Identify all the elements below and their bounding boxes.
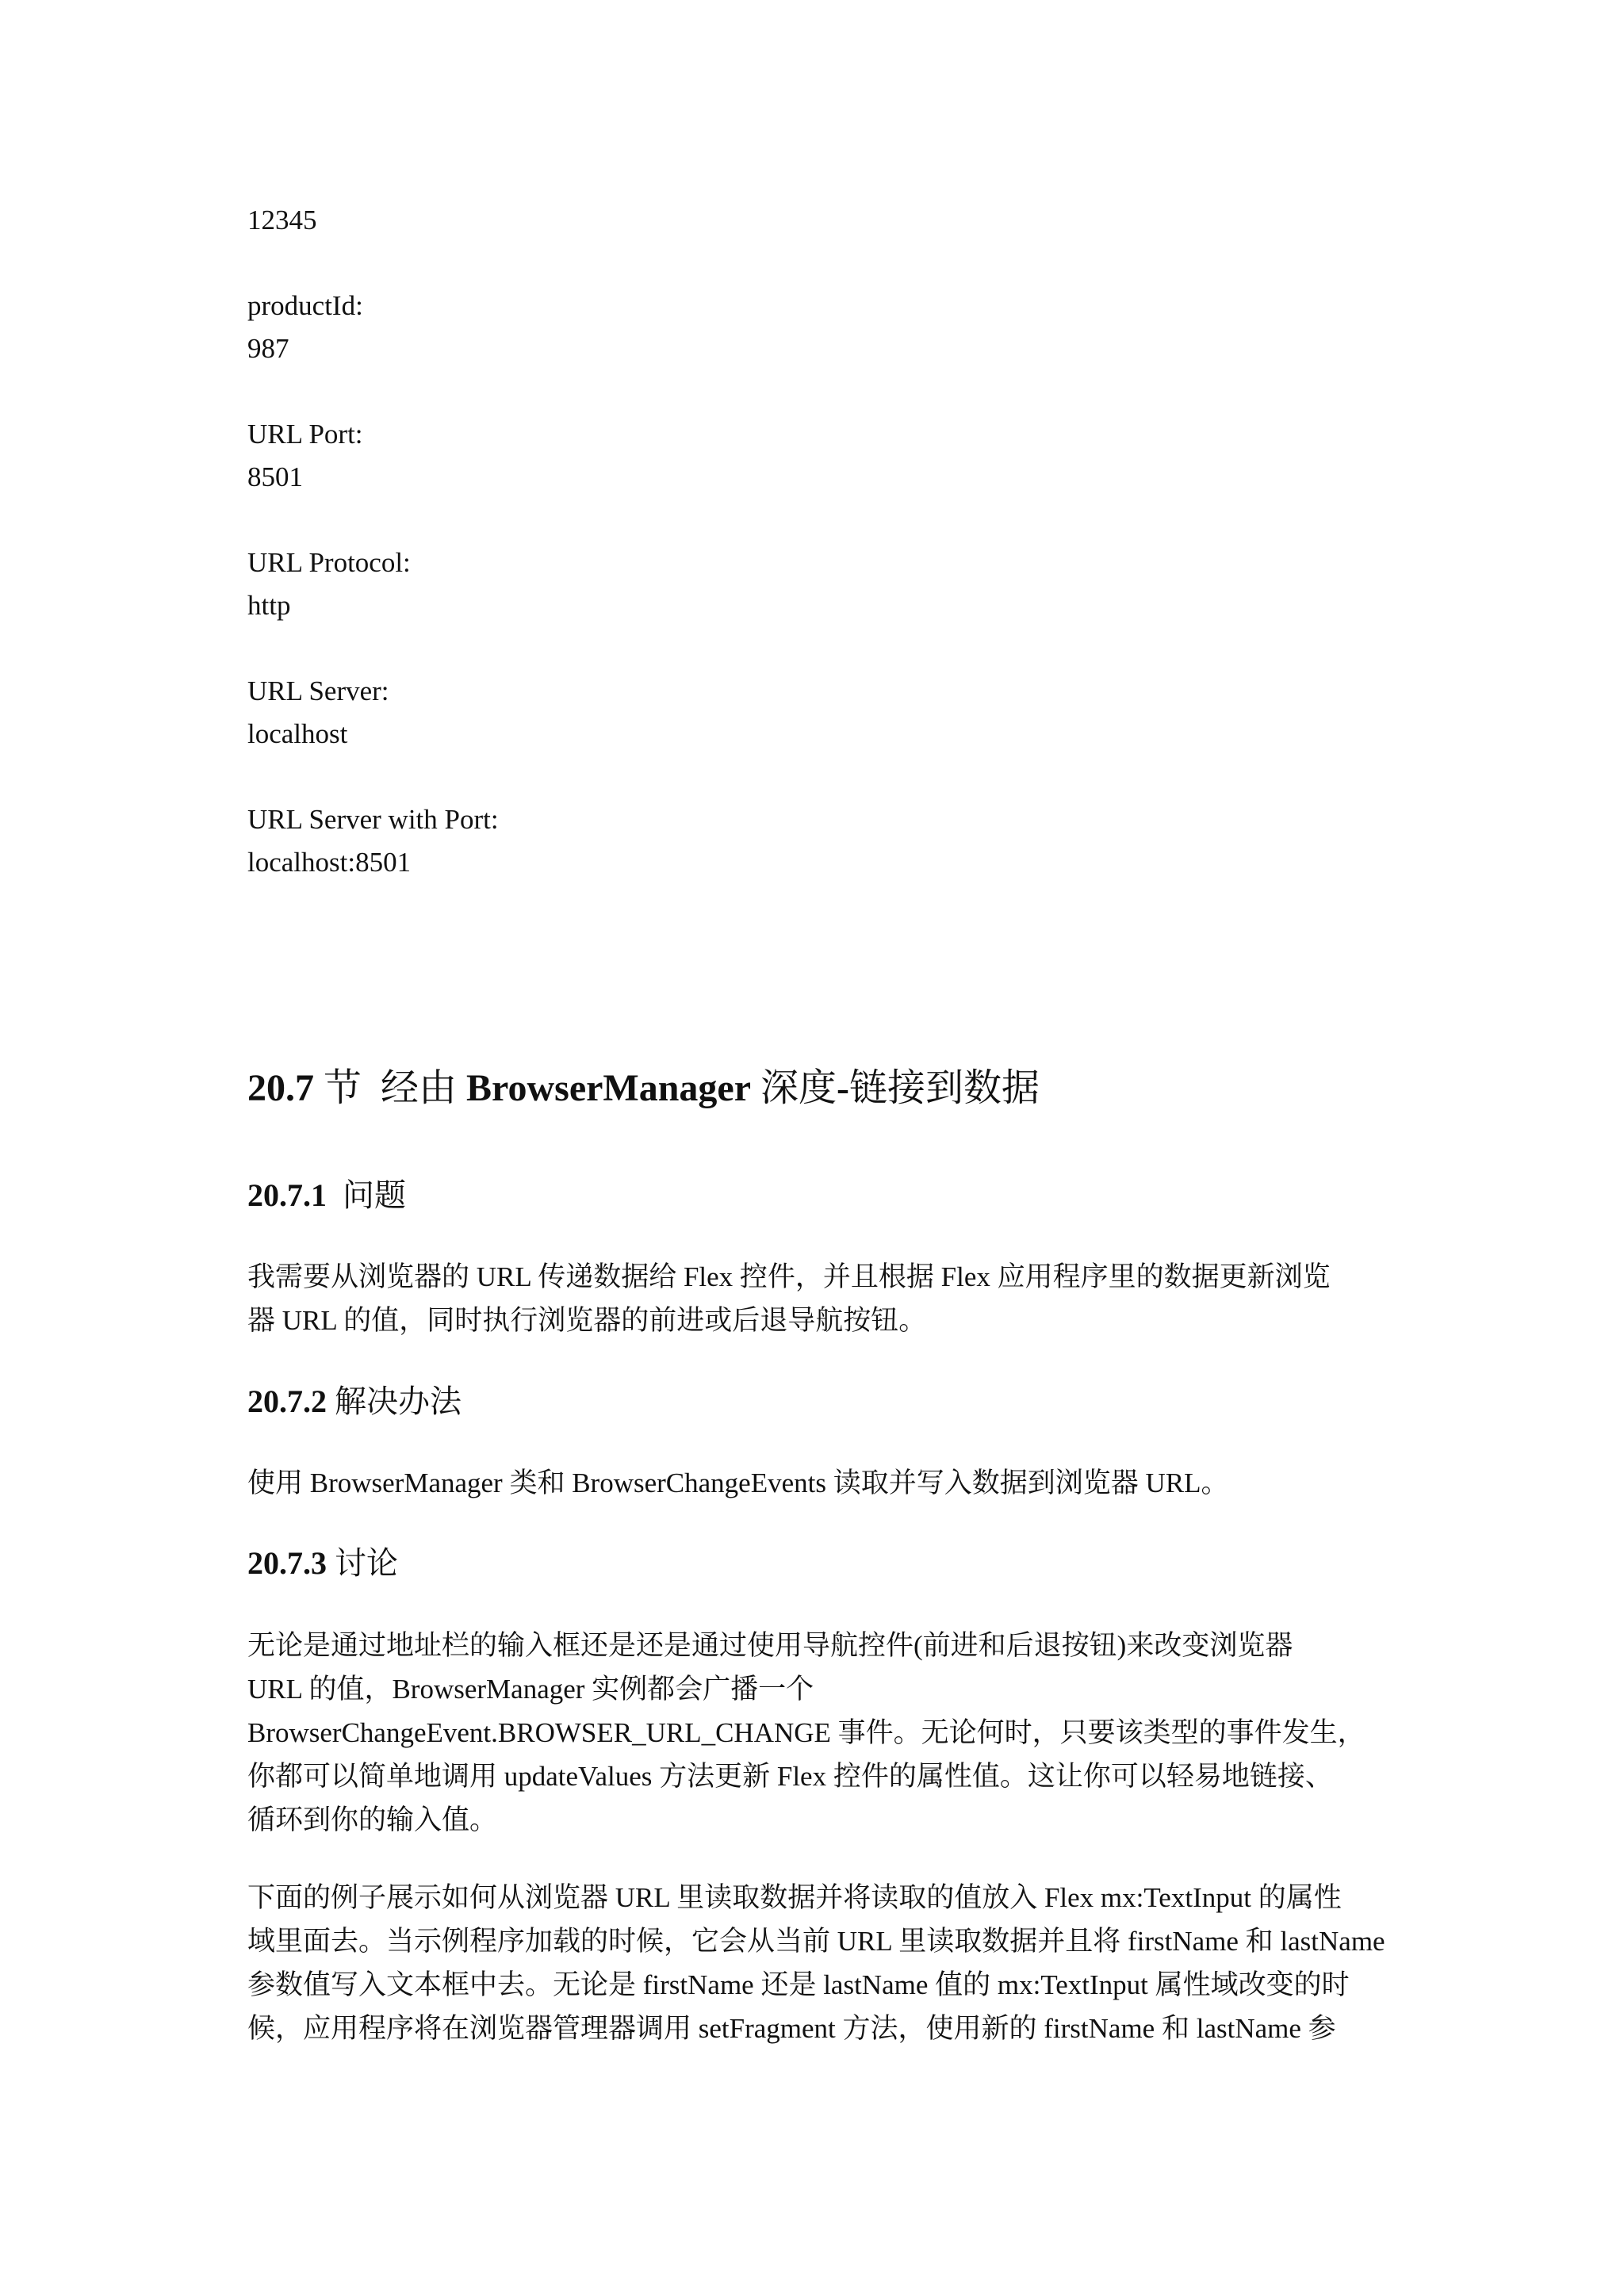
section-title-part-c: 深度 — [751, 1067, 837, 1109]
paragraph-line: 域里面去。当示例程序加载的时候，它会从当前 URL 里读取数据并且将 firstName 和 lastName — [247, 1926, 1385, 1957]
paragraph-discussion-1 — [247, 1624, 1389, 1842]
field-value-url-protocol: http — [247, 590, 291, 621]
subsection-title: 讨论 — [335, 1545, 398, 1581]
paragraph-line: 我需要从浏览器的 URL 传递数据给 Flex 控件，并且根据 Flex 应用程序里的数据更新浏览 — [247, 1261, 1331, 1292]
paragraph-line: 无论是通过地址栏的输入框还是还是通过使用导航控件(前进和后退按钮)来改变浏览器 — [247, 1630, 1293, 1661]
subsection-number: 20.7.3 — [247, 1545, 327, 1581]
paragraph-line: 器 URL 的值，同时执行浏览器的前进或后退导航按钮。 — [247, 1305, 927, 1336]
paragraph-line: 使用 BrowserManager 类和 BrowserChangeEvents 读取并写入数据到浏览器 URL。 — [247, 1468, 1229, 1498]
section-title-part-a: 节 经由 — [314, 1067, 467, 1109]
subsection-title: 问题 — [343, 1177, 406, 1213]
field-label-url-protocol: URL Protocol: — [247, 547, 411, 578]
section-heading — [247, 1061, 1040, 1116]
paragraph-problem — [247, 1255, 1389, 1342]
section-title-part-e: 链接到数据 — [849, 1067, 1040, 1109]
paragraph-line: URL 的值，BrowserManager 实例都会广播一个 — [247, 1674, 814, 1705]
subsection-heading-discussion — [247, 1540, 398, 1587]
paragraph-line: 循环到你的输入值。 — [247, 1804, 498, 1835]
section-title-part-b: BrowserManager — [466, 1067, 752, 1109]
field-label-url-server-with-port: URL Server with Port: — [247, 804, 499, 835]
paragraph-line: 你都可以简单地调用 updateValues 方法更新 Flex 控件的属性值。这让你可以轻易地链接、 — [247, 1761, 1333, 1792]
field-label-url-server: URL Server: — [247, 675, 389, 706]
field-value-first: 12345 — [247, 205, 317, 235]
paragraph-discussion-2 — [247, 1876, 1389, 2050]
field-value-url-port: 8501 — [247, 461, 303, 492]
paragraph-line: BrowserChangeEvent.BROWSER_URL_CHANGE 事件。无论何时，只要该类型的事件发生， — [247, 1717, 1365, 1748]
subsection-heading-solution — [247, 1378, 462, 1425]
field-label-product-id: productId: — [247, 290, 363, 321]
subsection-title: 解决办法 — [335, 1383, 462, 1419]
paragraph-solution — [247, 1461, 1389, 1505]
field-value-product-id: 987 — [247, 333, 289, 364]
paragraph-line: 下面的例子展示如何从浏览器 URL 里读取数据并将读取的值放入 Flex mx:TextInput 的属性 — [247, 1882, 1342, 1913]
subsection-number: 20.7.1 — [247, 1177, 327, 1213]
paragraph-line: 参数值写入文本框中去。无论是 firstName 还是 lastName 值的 mx:TextInput 属性域改变的时 — [247, 1969, 1350, 2000]
section-number: 20.7 — [247, 1067, 314, 1109]
section-title-part-d: - — [837, 1067, 850, 1109]
subsection-heading-problem — [247, 1172, 406, 1219]
subsection-number: 20.7.2 — [247, 1383, 327, 1419]
field-value-url-server-with-port: localhost:8501 — [247, 847, 412, 878]
field-label-url-port: URL Port: — [247, 419, 363, 450]
field-value-url-server: localhost — [247, 718, 348, 749]
paragraph-line: 候，应用程序将在浏览器管理器调用 setFragment 方法，使用新的 firstName 和 lastName 参 — [247, 2013, 1336, 2044]
